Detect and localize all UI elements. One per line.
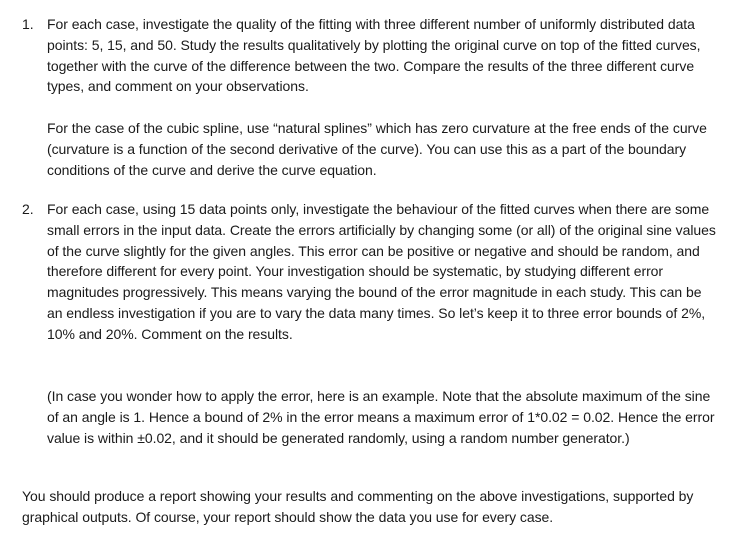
list-number: 2. [22, 201, 34, 217]
paragraph-2-1: For each case, using 15 data points only, investigate the behaviour of the fitted curves when there are some small errors in the input data. Create the errors artificially by changing some (or all) of the original sine values of the curve slightly for the given angles. This error can be positive or negative and should be random, and therefore different for every point. Your investigation should be systematic, by studying different error magnitudes progressively. This means varying the bound of the error magnitude in each study. This can be an endless investigation if you are to vary the data many times. So let’s keep it to three error bounds of 2%, 10% and 20%. Comment on the results. [47, 201, 716, 342]
closing-paragraph: You should produce a report showing your results and commenting on the above investigations, supported by graphical outputs. Of course, your report should show the data you use for every case. [22, 488, 694, 525]
paragraph-2-2: (In case you wonder how to apply the error, here is an example. Note that the absolute maximum of the sine of an angle is 1. Hence a bound of 2% in the error means a maximum error of 1*0.02 = 0.02. Hence the error value is within ±0.02, and it should be generated randomly, using a random number generator.) [47, 388, 715, 446]
paragraph-1-2: For the case of the cubic spline, use “natural splines” which has zero curvature at the free ends of the curve (curvature is a function of the second derivative of the curve). You can use this as a part of the boundary conditions of the curve and derive the curve equation. [47, 120, 707, 178]
paragraph-1-1: For each case, investigate the quality of the fitting with three different number of uniformly distributed data points: 5, 15, and 50. Study the results qualitatively by plotting the original curve on top of the fitted curves, together with the curve of the difference between the two. Compare the results of the three different curve types, and comment on your observations. [47, 16, 701, 95]
list-number: 1. [22, 16, 34, 32]
